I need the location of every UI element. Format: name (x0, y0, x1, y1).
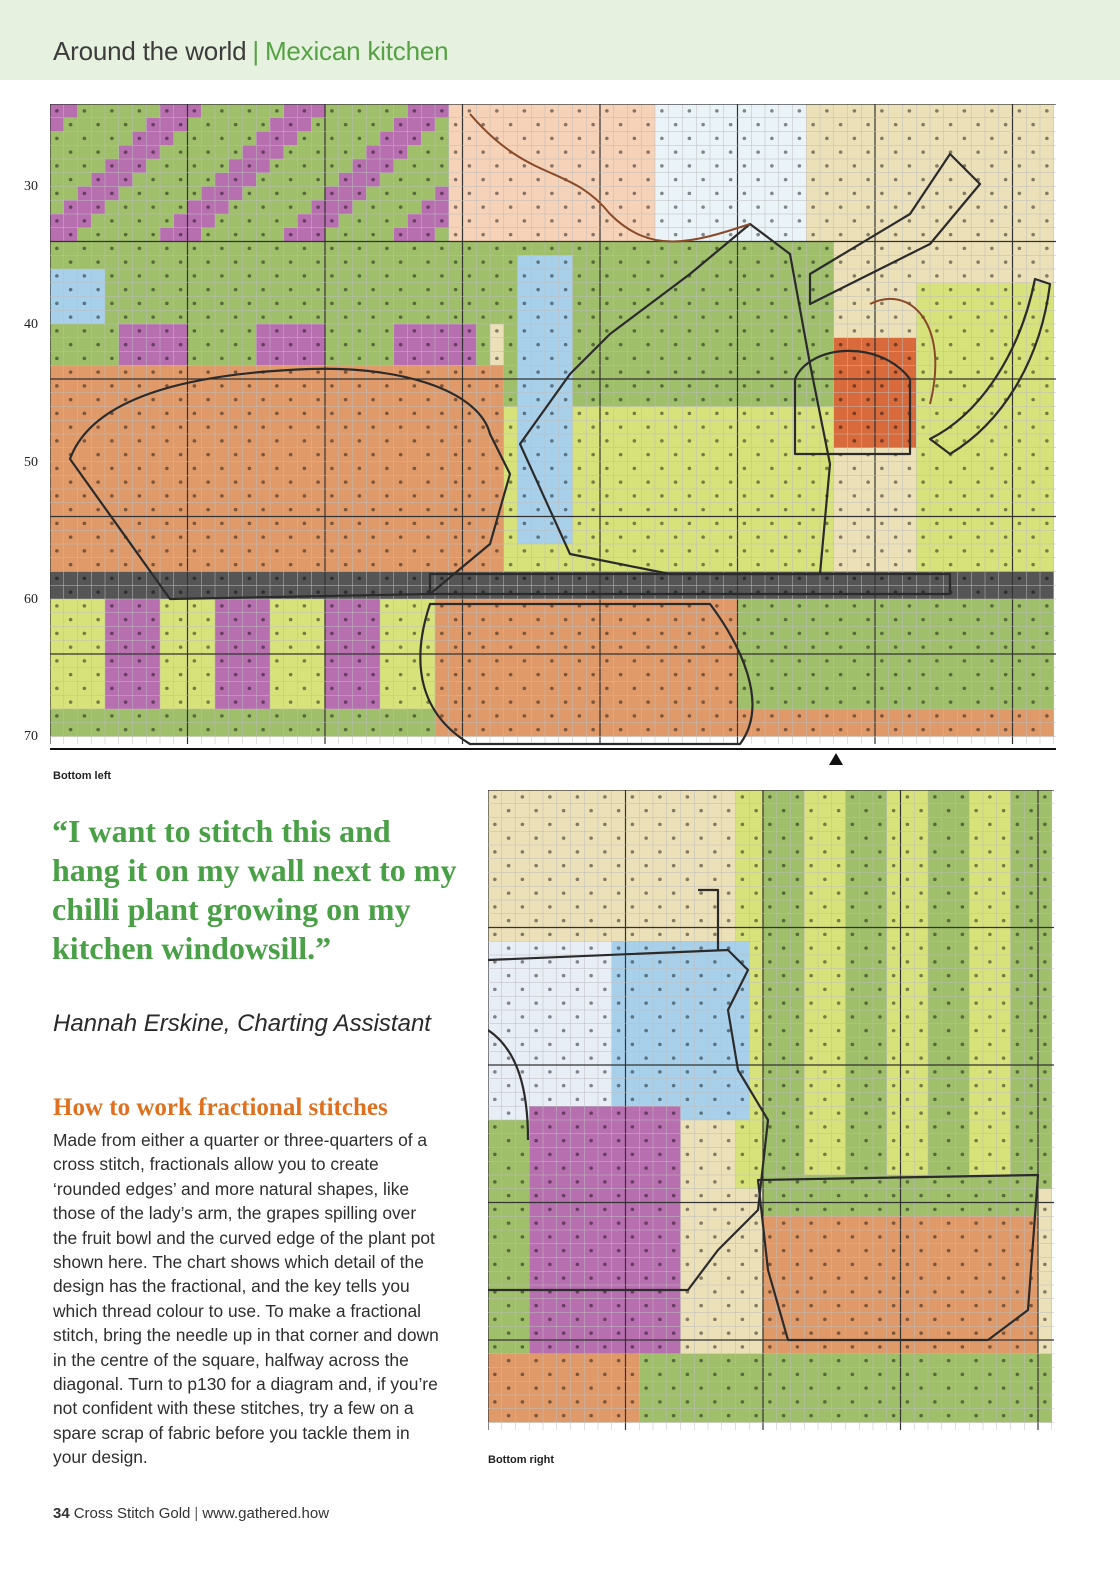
tip-body: Made from either a quarter or three-quarters of a cross stitch, fractionals allow you to create ‘rounded edges’ and more natural shapes, like those of the lady’s arm, the grapes spilling over the fruit bowl and the curved edge of the plant pot shown here. The chart shows which detail of the design has the fractional, and the key tells you which thread colour to use. To make a fractional stitch, bring the needle up in that corner and down in the centre of the square, halfway across the diagonal. Turn to p130 for a diagram and, if you’re not confident with these stitches, try a few on a spare scrap of fabric before you tackle them in your design. (53, 1130, 439, 1468)
chart-bottom-right (488, 790, 1054, 1438)
pull-quote-text: “I want to stitch this and hang it on my wall next to my chilli plant growing on my kitchen windowsill.” (52, 813, 457, 966)
chart-bottom-left (50, 104, 1056, 752)
row-label-60: 60 (24, 592, 38, 607)
page-number: 34 (53, 1505, 70, 1522)
quote-attribution: Hannah Erskine, Charting Assistant (53, 1010, 431, 1037)
page-footer (53, 1505, 329, 1522)
section-name: Around the world (53, 36, 247, 66)
caption-bottom-left: Bottom left (53, 770, 112, 782)
row-label-70: 70 (24, 729, 38, 744)
cross-stitch-chart-bottom-right (488, 790, 1054, 1438)
row-label-50: 50 (24, 455, 38, 470)
row-label-30: 30 (24, 179, 38, 194)
caption-bottom-right: Bottom right (488, 1454, 554, 1466)
header-separator: | (252, 36, 259, 66)
tip-heading: How to work fractional stitches (53, 1094, 388, 1121)
pull-quote (30, 812, 460, 968)
magazine-name: Cross Stitch Gold (73, 1505, 191, 1522)
article-title: Mexican kitchen (264, 36, 449, 66)
running-header (53, 36, 448, 67)
row-label-40: 40 (24, 317, 38, 332)
centre-marker (829, 753, 843, 765)
footer-website[interactable]: www.gathered.how (202, 1505, 330, 1522)
cross-stitch-chart-bottom-left (50, 104, 1056, 752)
footer-separator: | (194, 1505, 199, 1522)
